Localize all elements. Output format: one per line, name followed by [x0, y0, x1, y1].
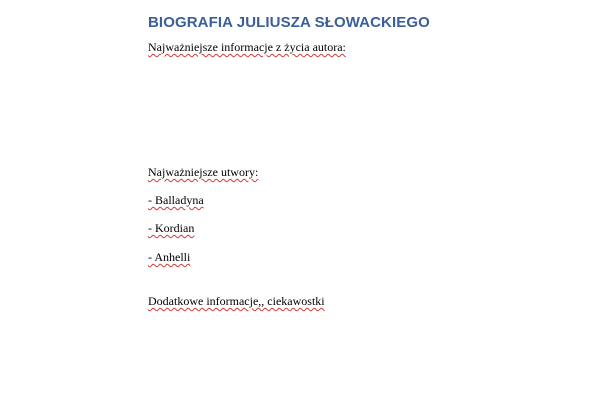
- works-list-item-balladyna: - Balladyna: [148, 193, 204, 207]
- intro-heading: Najważniejsze informacje z życia autora:: [148, 40, 346, 54]
- works-heading: Najważniejsze utwory:: [148, 165, 259, 179]
- extra-info-heading: Dodatkowe informacje,, ciekawostki: [148, 294, 325, 308]
- works-list-item-kordian: - Kordian: [148, 221, 195, 235]
- document-title: BIOGRAFIA JULIUSZA SŁOWACKIEGO: [148, 14, 430, 31]
- works-list-item-anhelli: - Anhelli: [148, 250, 191, 264]
